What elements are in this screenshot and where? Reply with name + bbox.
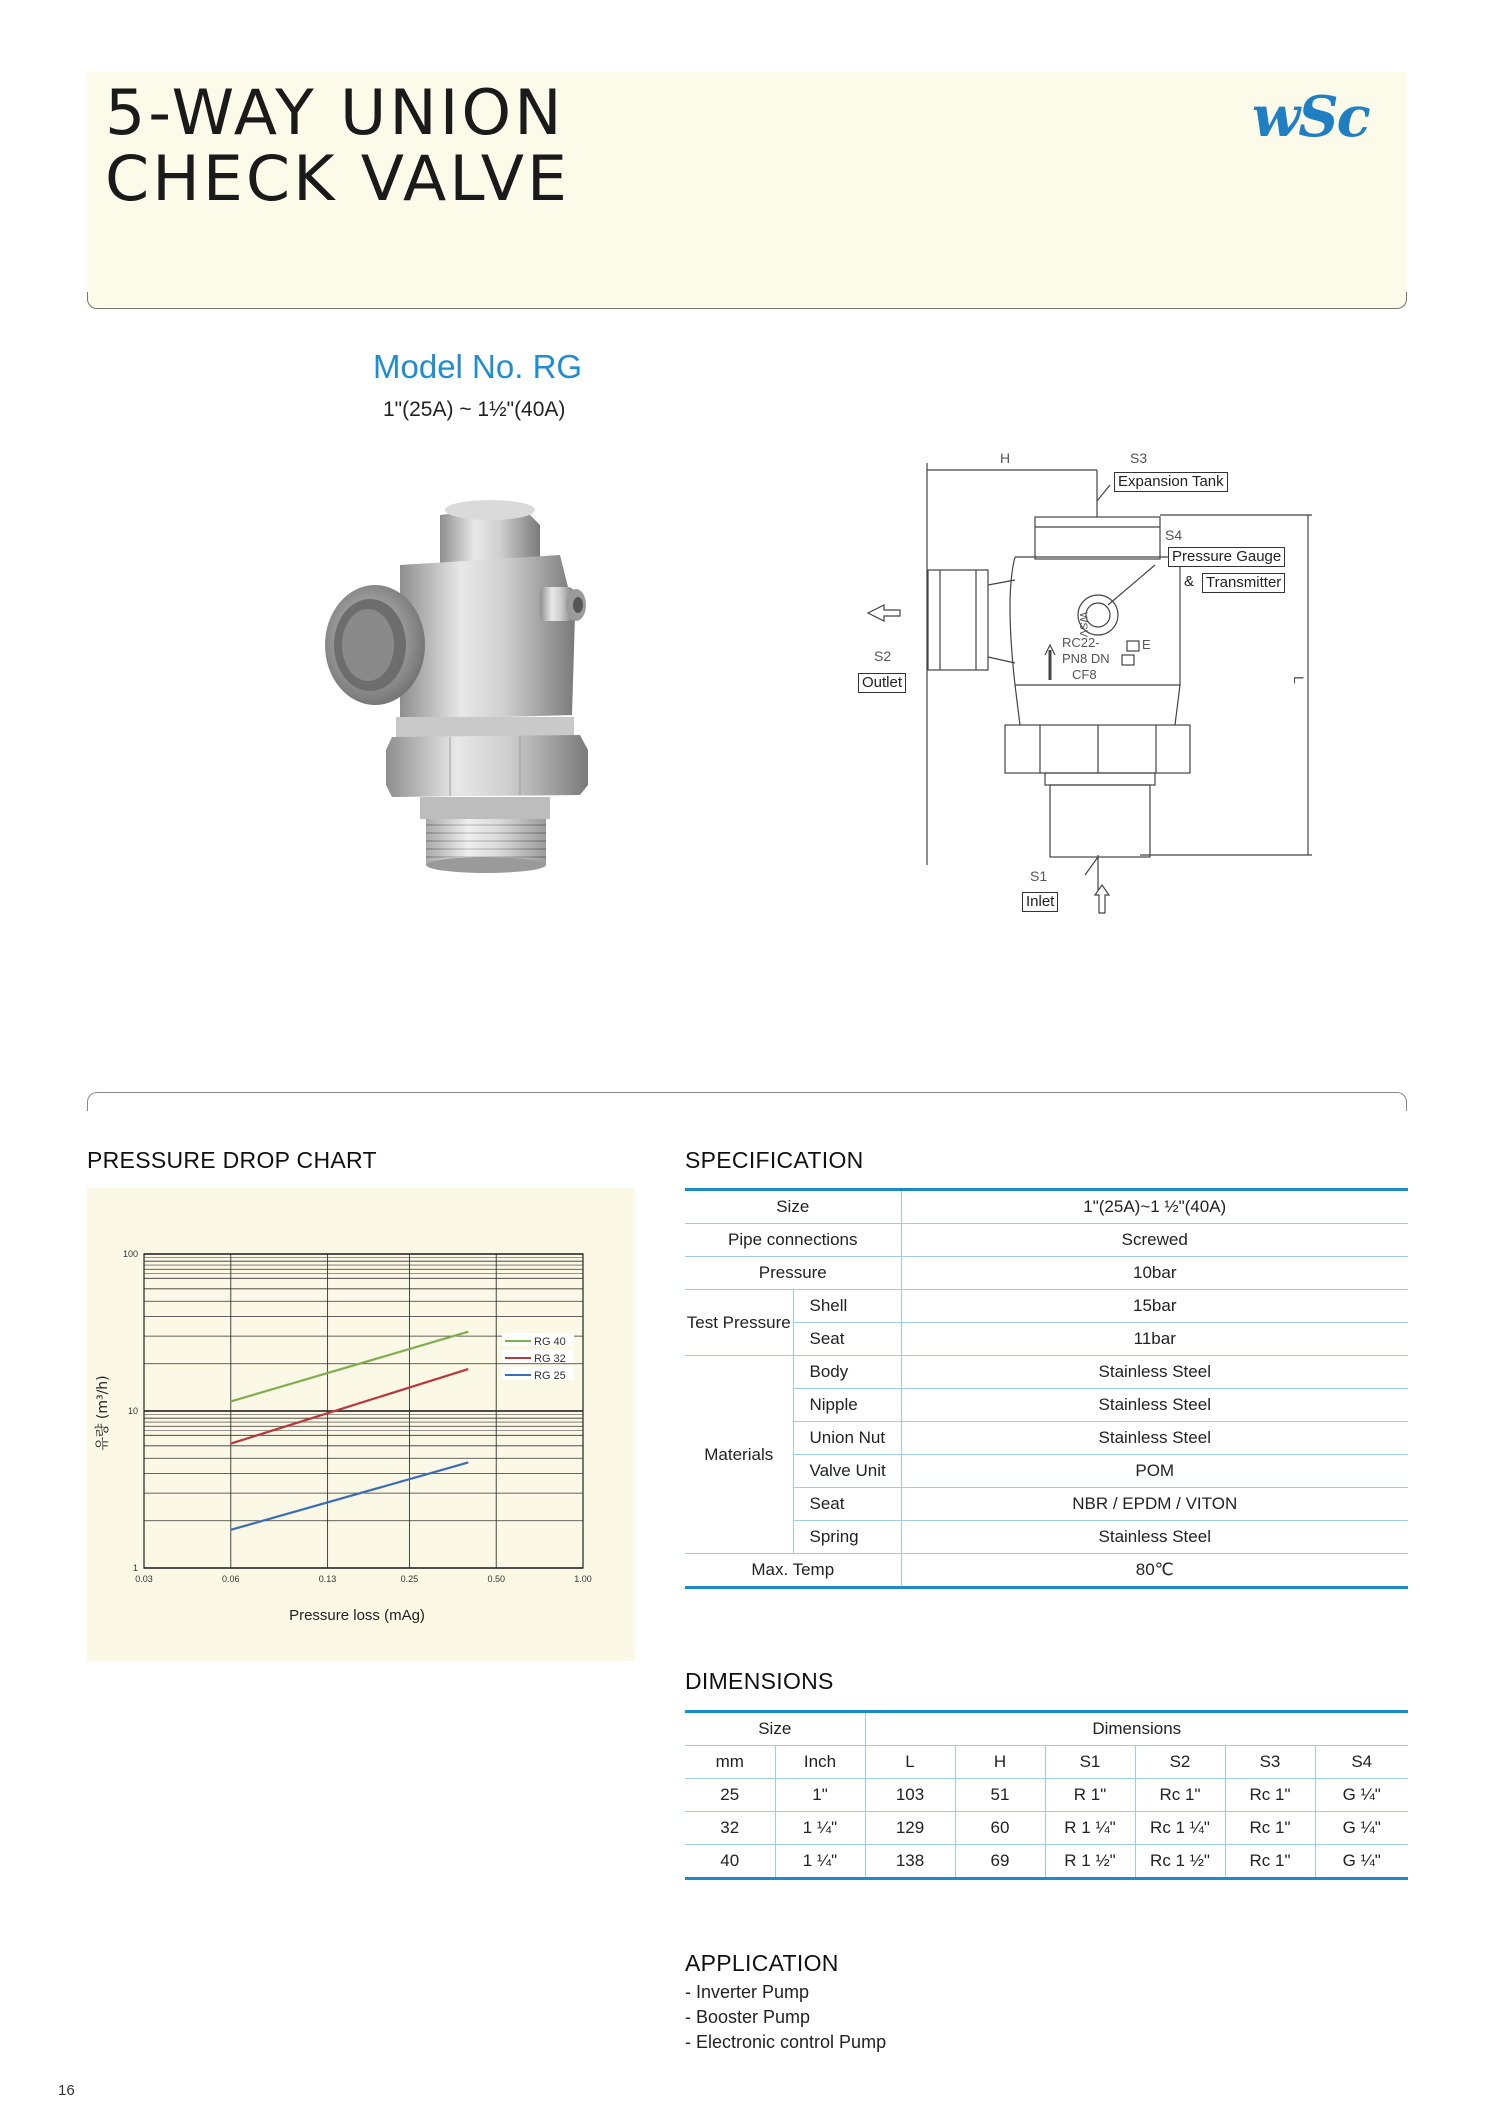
spec-section-title: SPECIFICATION xyxy=(685,1147,864,1173)
chart-y-label: 유량 (m³/h) xyxy=(95,1375,111,1451)
spec-sublabel: Seat xyxy=(793,1488,901,1521)
dim-col-header: L xyxy=(865,1746,955,1779)
chart-grid xyxy=(144,1254,583,1568)
dim-group-dimensions: Dimensions xyxy=(865,1712,1408,1746)
pressure-drop-chart xyxy=(87,1188,635,1661)
spec-value: Screwed xyxy=(901,1224,1408,1257)
spec-value: 15bar xyxy=(901,1290,1408,1323)
dim-col-header: mm xyxy=(685,1746,775,1779)
dim-cell: 25 xyxy=(685,1779,775,1812)
spec-row-material xyxy=(685,1389,1408,1422)
s4-label: S4 xyxy=(1165,527,1183,543)
dim-cell: 1 ¼" xyxy=(775,1845,865,1879)
valve-product-photo xyxy=(300,495,600,880)
spec-row-max-temp xyxy=(685,1554,1408,1588)
spec-sublabel: Valve Unit xyxy=(793,1455,901,1488)
dim-cell: Rc 1" xyxy=(1225,1779,1315,1812)
s1-label: S1 xyxy=(1030,868,1048,884)
spec-sublabel: Body xyxy=(793,1356,901,1389)
application-section-title: APPLICATION xyxy=(685,1950,839,1976)
spec-sublabel: Nipple xyxy=(793,1389,901,1422)
chart-x-tick-label: 0.13 xyxy=(318,1574,337,1584)
spec-label: Pipe connections xyxy=(685,1224,901,1257)
dim-cell: R 1" xyxy=(1045,1779,1135,1812)
dim-cell: G ¼" xyxy=(1315,1812,1408,1845)
spec-label: Test Pressure xyxy=(685,1290,793,1356)
spec-sublabel: Seat xyxy=(793,1323,901,1356)
dim-col-header: S1 xyxy=(1045,1746,1135,1779)
spec-row-size xyxy=(685,1190,1408,1224)
specification-table xyxy=(685,1188,1408,1589)
spec-row-pipe xyxy=(685,1224,1408,1257)
spec-row-seat xyxy=(685,1323,1408,1356)
dim-cell: 69 xyxy=(955,1845,1045,1879)
spec-label: Max. Temp xyxy=(685,1554,901,1588)
expansion-tank-label: Expansion Tank xyxy=(1114,472,1228,492)
spec-value: POM xyxy=(901,1455,1408,1488)
spec-row-material xyxy=(685,1356,1408,1389)
spec-value: 1"(25A)~1 ½"(40A) xyxy=(901,1190,1408,1224)
dimensions-table xyxy=(685,1710,1408,1880)
chart-ticks xyxy=(123,1249,592,1584)
dim-section-title: DIMENSIONS xyxy=(685,1668,834,1694)
chart-y-tick-label: 1 xyxy=(132,1563,138,1573)
dim-cell: 32 xyxy=(685,1812,775,1845)
spec-row-material xyxy=(685,1488,1408,1521)
spec-value: 80℃ xyxy=(1135,1560,1174,1579)
spec-value: Stainless Steel xyxy=(901,1389,1408,1422)
dim-cell: 103 xyxy=(865,1779,955,1812)
model-title: Model No. RG xyxy=(373,348,583,385)
chart-y-tick-label: 10 xyxy=(127,1406,138,1416)
dim-cell: R 1 ½" xyxy=(1045,1845,1135,1879)
dim-cell: 40 xyxy=(685,1845,775,1879)
body-mark: WSV xyxy=(1077,612,1089,638)
dim-cell: G ¼" xyxy=(1315,1779,1408,1812)
mark-rc22: RC22- xyxy=(1062,635,1100,650)
spec-row-shell xyxy=(685,1290,1408,1323)
dim-col-header: S4 xyxy=(1315,1746,1408,1779)
spec-value: 10bar xyxy=(901,1257,1408,1290)
chart-x-tick-label: 1.00 xyxy=(574,1574,592,1584)
spec-row-material xyxy=(685,1422,1408,1455)
spec-label: Size xyxy=(685,1190,901,1224)
chart-section-title: PRESSURE DROP CHART xyxy=(87,1147,377,1173)
chart-x-tick-label: 0.25 xyxy=(400,1574,419,1584)
dim-cell: 60 xyxy=(955,1812,1045,1845)
chart-legend-label: RG 32 xyxy=(534,1353,566,1365)
chart-x-tick-label: 0.06 xyxy=(222,1574,240,1584)
dim-cell: Rc 1 ¼" xyxy=(1135,1812,1225,1845)
spec-sublabel: Spring xyxy=(793,1521,901,1554)
application-item: - Electronic control Pump xyxy=(685,2032,887,2052)
dim-group-header xyxy=(685,1712,1408,1746)
ampersand: & xyxy=(1184,573,1195,590)
page-number: 16 xyxy=(58,2082,75,2099)
outlet-label: Outlet xyxy=(858,673,906,693)
inlet-label: Inlet xyxy=(1022,892,1058,912)
dim-cell: 51 xyxy=(955,1779,1045,1812)
chart-series-line xyxy=(231,1369,469,1444)
section-divider xyxy=(87,1092,1407,1111)
dim-group-size: Size xyxy=(685,1712,865,1746)
dim-cell: Rc 1 ½" xyxy=(1135,1845,1225,1879)
dim-cell: 129 xyxy=(865,1812,955,1845)
chart-series-line xyxy=(231,1332,469,1402)
dim-cell: Rc 1" xyxy=(1135,1779,1225,1812)
wsc-logo: wSc xyxy=(1252,84,1369,150)
spec-row-pressure xyxy=(685,1257,1408,1290)
spec-label: Materials xyxy=(685,1356,793,1554)
spec-sublabel: Union Nut xyxy=(793,1422,901,1455)
dim-col-header: Inch xyxy=(775,1746,865,1779)
dim-cell: 1 ¼" xyxy=(775,1812,865,1845)
title-line-1: 5-WAY UNION xyxy=(105,76,565,149)
model-size-range: 1"(25A) ~ 1½"(40A) xyxy=(383,398,566,421)
chart-x-tick-label: 0.03 xyxy=(135,1574,153,1584)
spec-value: Stainless Steel xyxy=(901,1521,1408,1554)
dim-cell: R 1 ¼" xyxy=(1045,1812,1135,1845)
dim-l-label: L xyxy=(1291,676,1307,684)
spec-value: 11bar xyxy=(901,1323,1408,1356)
spec-row-material xyxy=(685,1521,1408,1554)
chart-legend xyxy=(502,1333,574,1382)
chart-legend-label: RG 25 xyxy=(534,1370,566,1382)
dim-cell: Rc 1" xyxy=(1225,1812,1315,1845)
dim-column-header xyxy=(685,1746,1408,1779)
dim-row xyxy=(685,1845,1408,1879)
mark-pn8: PN8 DN xyxy=(1062,651,1110,666)
chart-x-label: Pressure loss (mAg) xyxy=(289,1607,425,1624)
s3-label: S3 xyxy=(1130,450,1148,466)
title-line-2: CHECK VALVE xyxy=(105,142,571,215)
dim-cell: Rc 1" xyxy=(1225,1845,1315,1879)
pressure-gauge-label: Pressure Gauge xyxy=(1168,547,1285,567)
mark-cf8: CF8 xyxy=(1072,667,1097,682)
spec-value: NBR / EPDM / VITON xyxy=(901,1488,1408,1521)
application-item: - Inverter Pump xyxy=(685,1982,810,2002)
spec-sublabel: Shell xyxy=(793,1290,901,1323)
mark-e: E xyxy=(1142,637,1151,652)
spec-row-material xyxy=(685,1455,1408,1488)
spec-value: Stainless Steel xyxy=(901,1422,1408,1455)
application-item: - Booster Pump xyxy=(685,2007,811,2027)
valve-technical-drawing xyxy=(840,445,1340,925)
page-title xyxy=(105,76,571,215)
chart-legend-label: RG 40 xyxy=(534,1336,566,1348)
dim-h-label: H xyxy=(1000,450,1011,466)
dim-cell: G ¼" xyxy=(1342,1851,1381,1870)
dim-col-header: S3 xyxy=(1225,1746,1315,1779)
header-bracket-line xyxy=(87,292,1407,309)
dim-row xyxy=(685,1779,1408,1812)
spec-value: Stainless Steel xyxy=(901,1356,1408,1389)
dim-col-header: S2 xyxy=(1135,1746,1225,1779)
dim-cell: 1" xyxy=(775,1779,865,1812)
transmitter-label: Transmitter xyxy=(1202,573,1285,593)
chart-x-tick-label: 0.50 xyxy=(487,1574,505,1584)
dim-row xyxy=(685,1812,1408,1845)
s2-label: S2 xyxy=(874,648,892,664)
spec-label: Pressure xyxy=(685,1257,901,1290)
dim-cell: 138 xyxy=(865,1845,955,1879)
chart-series-line xyxy=(231,1462,469,1529)
chart-y-tick-label: 100 xyxy=(122,1249,138,1259)
application-list xyxy=(685,1980,886,2055)
dim-col-header: H xyxy=(955,1746,1045,1779)
